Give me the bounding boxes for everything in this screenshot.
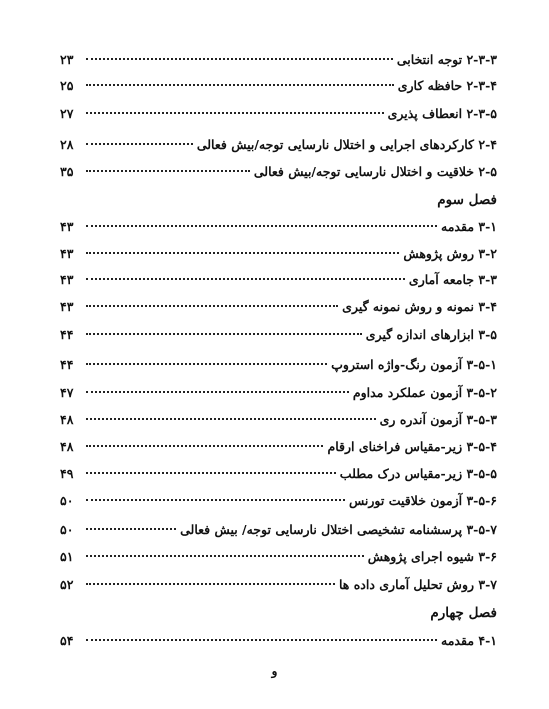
toc-entry[interactable] <box>60 412 497 430</box>
toc-entry-title: ۳-۵-۲ آزمون عملکرد مداوم <box>352 385 497 400</box>
toc-entry-title: ۳-۶ شیوه اجرای پژوهش <box>367 549 497 564</box>
toc-entry[interactable] <box>60 385 497 403</box>
toc-entry[interactable] <box>60 137 497 155</box>
chapter-heading: فصل سوم <box>437 192 497 208</box>
toc-entry-title: ۳-۱ مقدمه <box>441 219 497 234</box>
toc-entry-title: ۳-۵-۳ آزمون آندره ری <box>379 412 497 427</box>
toc-entry-page: ۲۵ <box>60 78 74 93</box>
toc-entry-page: ۴۸ <box>60 412 74 427</box>
toc-entry[interactable] <box>60 78 497 96</box>
toc-entry-page: ۴۳ <box>60 246 74 261</box>
toc-entry-page: ۵۰ <box>60 493 74 508</box>
toc-entry-title: ۳-۴ نمونه و روش نمونه گیری <box>342 299 497 314</box>
dot-leader <box>86 84 394 86</box>
page-number: و <box>271 664 278 678</box>
toc-entry-title: ۲-۵ خلاقیت و اختلال نارسایی توجه/بیش فعالی <box>253 164 497 179</box>
toc-entry-title: ۲-۳-۳ توجه انتخابی <box>396 52 497 67</box>
toc-entry-page: ۵۰ <box>60 522 74 537</box>
dot-leader <box>86 305 338 307</box>
toc-entry-page: ۴۳ <box>60 272 74 287</box>
toc-entry-page: ۴۸ <box>60 439 74 454</box>
toc-entry[interactable] <box>60 493 497 511</box>
dot-leader <box>86 252 399 254</box>
dot-leader <box>86 583 335 585</box>
toc-entry-title: ۳-۵-۵ زیر-مقیاس درک مطلب <box>339 466 497 481</box>
dot-leader <box>86 225 437 227</box>
toc-entry[interactable] <box>60 633 497 651</box>
toc-entry-title: ۳-۵-۴ زیر-مقیاس فراخنای ارقام <box>327 439 497 454</box>
toc-entry[interactable] <box>60 219 497 237</box>
dot-leader <box>86 143 193 145</box>
dot-leader <box>86 555 364 557</box>
toc-entry[interactable] <box>60 439 497 457</box>
toc-entry[interactable] <box>60 246 497 264</box>
toc-entry[interactable] <box>60 164 497 182</box>
toc-entry[interactable] <box>60 272 497 290</box>
dot-leader <box>86 363 327 365</box>
toc-entry-title: ۲-۴ کارکردهای اجرایی و اختلال نارسایی توجه/بیش فعالی <box>196 137 497 152</box>
toc-entry-title: ۳-۳ جامعه آماری <box>408 272 497 287</box>
toc-entry-page: ۲۳ <box>60 52 74 67</box>
toc-entry[interactable] <box>60 299 497 317</box>
toc-entry-page: ۴۳ <box>60 219 74 234</box>
chapter-heading: فصل چهارم <box>430 605 497 621</box>
dot-leader <box>86 528 176 530</box>
toc-entry-page: ۵۴ <box>60 633 74 648</box>
toc-entry-page: ۲۷ <box>60 106 74 121</box>
toc-entry-title: ۴-۱ مقدمه <box>441 633 497 648</box>
toc-entry[interactable] <box>60 466 497 484</box>
toc-entry-title: ۳-۷ روش تحلیل آماری داده ها <box>339 577 497 592</box>
toc-entry-title: ۳-۵-۱ آزمون رنگ-واژه استروپ <box>331 357 497 372</box>
dot-leader <box>86 418 376 420</box>
dot-leader <box>86 472 336 474</box>
toc-entry-title: ۳-۲ روش پژوهش <box>403 246 497 261</box>
dot-leader <box>86 333 362 335</box>
toc-entry[interactable] <box>60 327 497 345</box>
dot-leader <box>86 639 437 641</box>
toc-entry[interactable] <box>60 577 497 595</box>
toc-entry-page: ۴۹ <box>60 466 74 481</box>
toc-entry-page: ۳۵ <box>60 164 74 179</box>
dot-leader <box>86 278 405 280</box>
dot-leader <box>86 499 345 501</box>
toc-entry[interactable] <box>60 106 497 124</box>
dot-leader <box>86 170 250 172</box>
toc-entry[interactable] <box>60 357 497 375</box>
toc-entry[interactable] <box>60 52 497 70</box>
toc-entry-title: ۲-۳-۴ حافظه کاری <box>397 78 497 93</box>
toc-entry-page: ۵۲ <box>60 577 74 592</box>
toc-entry-title: ۳-۵ ابزارهای اندازه گیری <box>365 327 497 342</box>
toc-entry-title: ۲-۳-۵ انعطاف پذیری <box>387 106 497 121</box>
toc-entry-page: ۴۳ <box>60 299 74 314</box>
toc-entry[interactable] <box>60 549 497 567</box>
toc-entry-page: ۴۴ <box>60 327 74 342</box>
toc-entry-page: ۴۷ <box>60 385 74 400</box>
toc-entry-page: ۲۸ <box>60 137 74 152</box>
dot-leader <box>86 58 393 60</box>
dot-leader <box>86 112 384 114</box>
dot-leader <box>86 445 323 447</box>
toc-entry-page: ۴۴ <box>60 357 74 372</box>
toc-entry-title: ۳-۵-۷ پرسشنامه تشخیصی اختلال نارسایی توجه/ بیش فعالی <box>180 522 497 537</box>
toc-entry-title: ۳-۵-۶ آزمون خلاقیت تورنس <box>348 493 497 508</box>
toc-entry[interactable] <box>60 522 497 540</box>
dot-leader <box>86 391 349 393</box>
toc-entry-page: ۵۱ <box>60 549 74 564</box>
